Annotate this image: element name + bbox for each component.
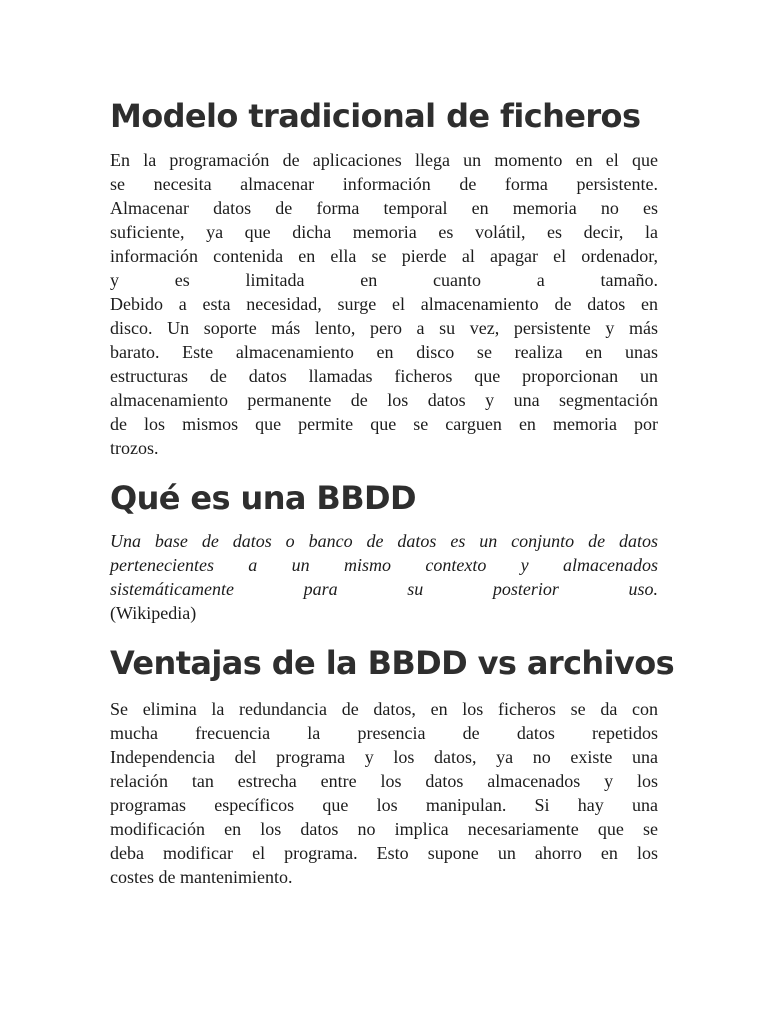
text-line: de los mismos que permite que se carguen en memoria por bbox=[110, 414, 658, 434]
text-line: sistemáticamente para su posterior uso. bbox=[110, 579, 658, 599]
text-line: Debido a esta necesidad, surge el almacenamiento de datos en bbox=[110, 294, 658, 314]
heading-ventajas: Ventajas de la BBDD vs archivos bbox=[110, 644, 675, 682]
text-line: deba modificar el programa. Esto supone un ahorro en los bbox=[110, 843, 658, 863]
text-line: modificación en los datos no implica necesariamente que se bbox=[110, 819, 658, 839]
paragraph-ventajas bbox=[110, 697, 658, 889]
heading-modelo-tradicional: Modelo tradicional de ficheros bbox=[110, 97, 641, 135]
text-line: Independencia del programa y los datos, ya no existe una bbox=[110, 747, 658, 767]
text-line: programas específicos que los manipulan. Si hay una bbox=[110, 795, 658, 815]
text-line: pertenecientes a un mismo contexto y almacenados bbox=[110, 555, 658, 575]
paragraph-que-es-bbdd bbox=[110, 529, 658, 625]
document-page bbox=[110, 92, 675, 889]
text-line: y es limitada en cuanto a tamaño. bbox=[110, 270, 658, 290]
text-line: disco. Un soporte más lento, pero a su vez, persistente y más bbox=[110, 318, 658, 338]
text-line: trozos. bbox=[110, 438, 159, 458]
text-line: se necesita almacenar información de forma persistente. bbox=[110, 174, 658, 194]
text-line: Se elimina la redundancia de datos, en los ficheros se da con bbox=[110, 699, 658, 719]
citation-source: (Wikipedia) bbox=[110, 603, 197, 623]
text-line: información contenida en ella se pierde al apagar el ordenador, bbox=[110, 246, 658, 266]
text-line: mucha frecuencia la presencia de datos repetidos bbox=[110, 723, 658, 743]
text-line: costes de mantenimiento. bbox=[110, 867, 293, 887]
text-line: Almacenar datos de forma temporal en memoria no es bbox=[110, 198, 658, 218]
heading-que-es-bbdd: Qué es una BBDD bbox=[110, 479, 416, 517]
text-line: En la programación de aplicaciones llega un momento en el que bbox=[110, 150, 658, 170]
text-line: suficiente, ya que dicha memoria es volátil, es decir, la bbox=[110, 222, 658, 242]
text-line: estructuras de datos llamadas ficheros que proporcionan un bbox=[110, 366, 658, 386]
paragraph-modelo-tradicional bbox=[110, 148, 658, 460]
text-line: Una base de datos o banco de datos es un conjunto de datos bbox=[110, 531, 658, 551]
text-line: almacenamiento permanente de los datos y una segmentación bbox=[110, 390, 658, 410]
text-line: barato. Este almacenamiento en disco se realiza en unas bbox=[110, 342, 658, 362]
text-line: relación tan estrecha entre los datos almacenados y los bbox=[110, 771, 658, 791]
